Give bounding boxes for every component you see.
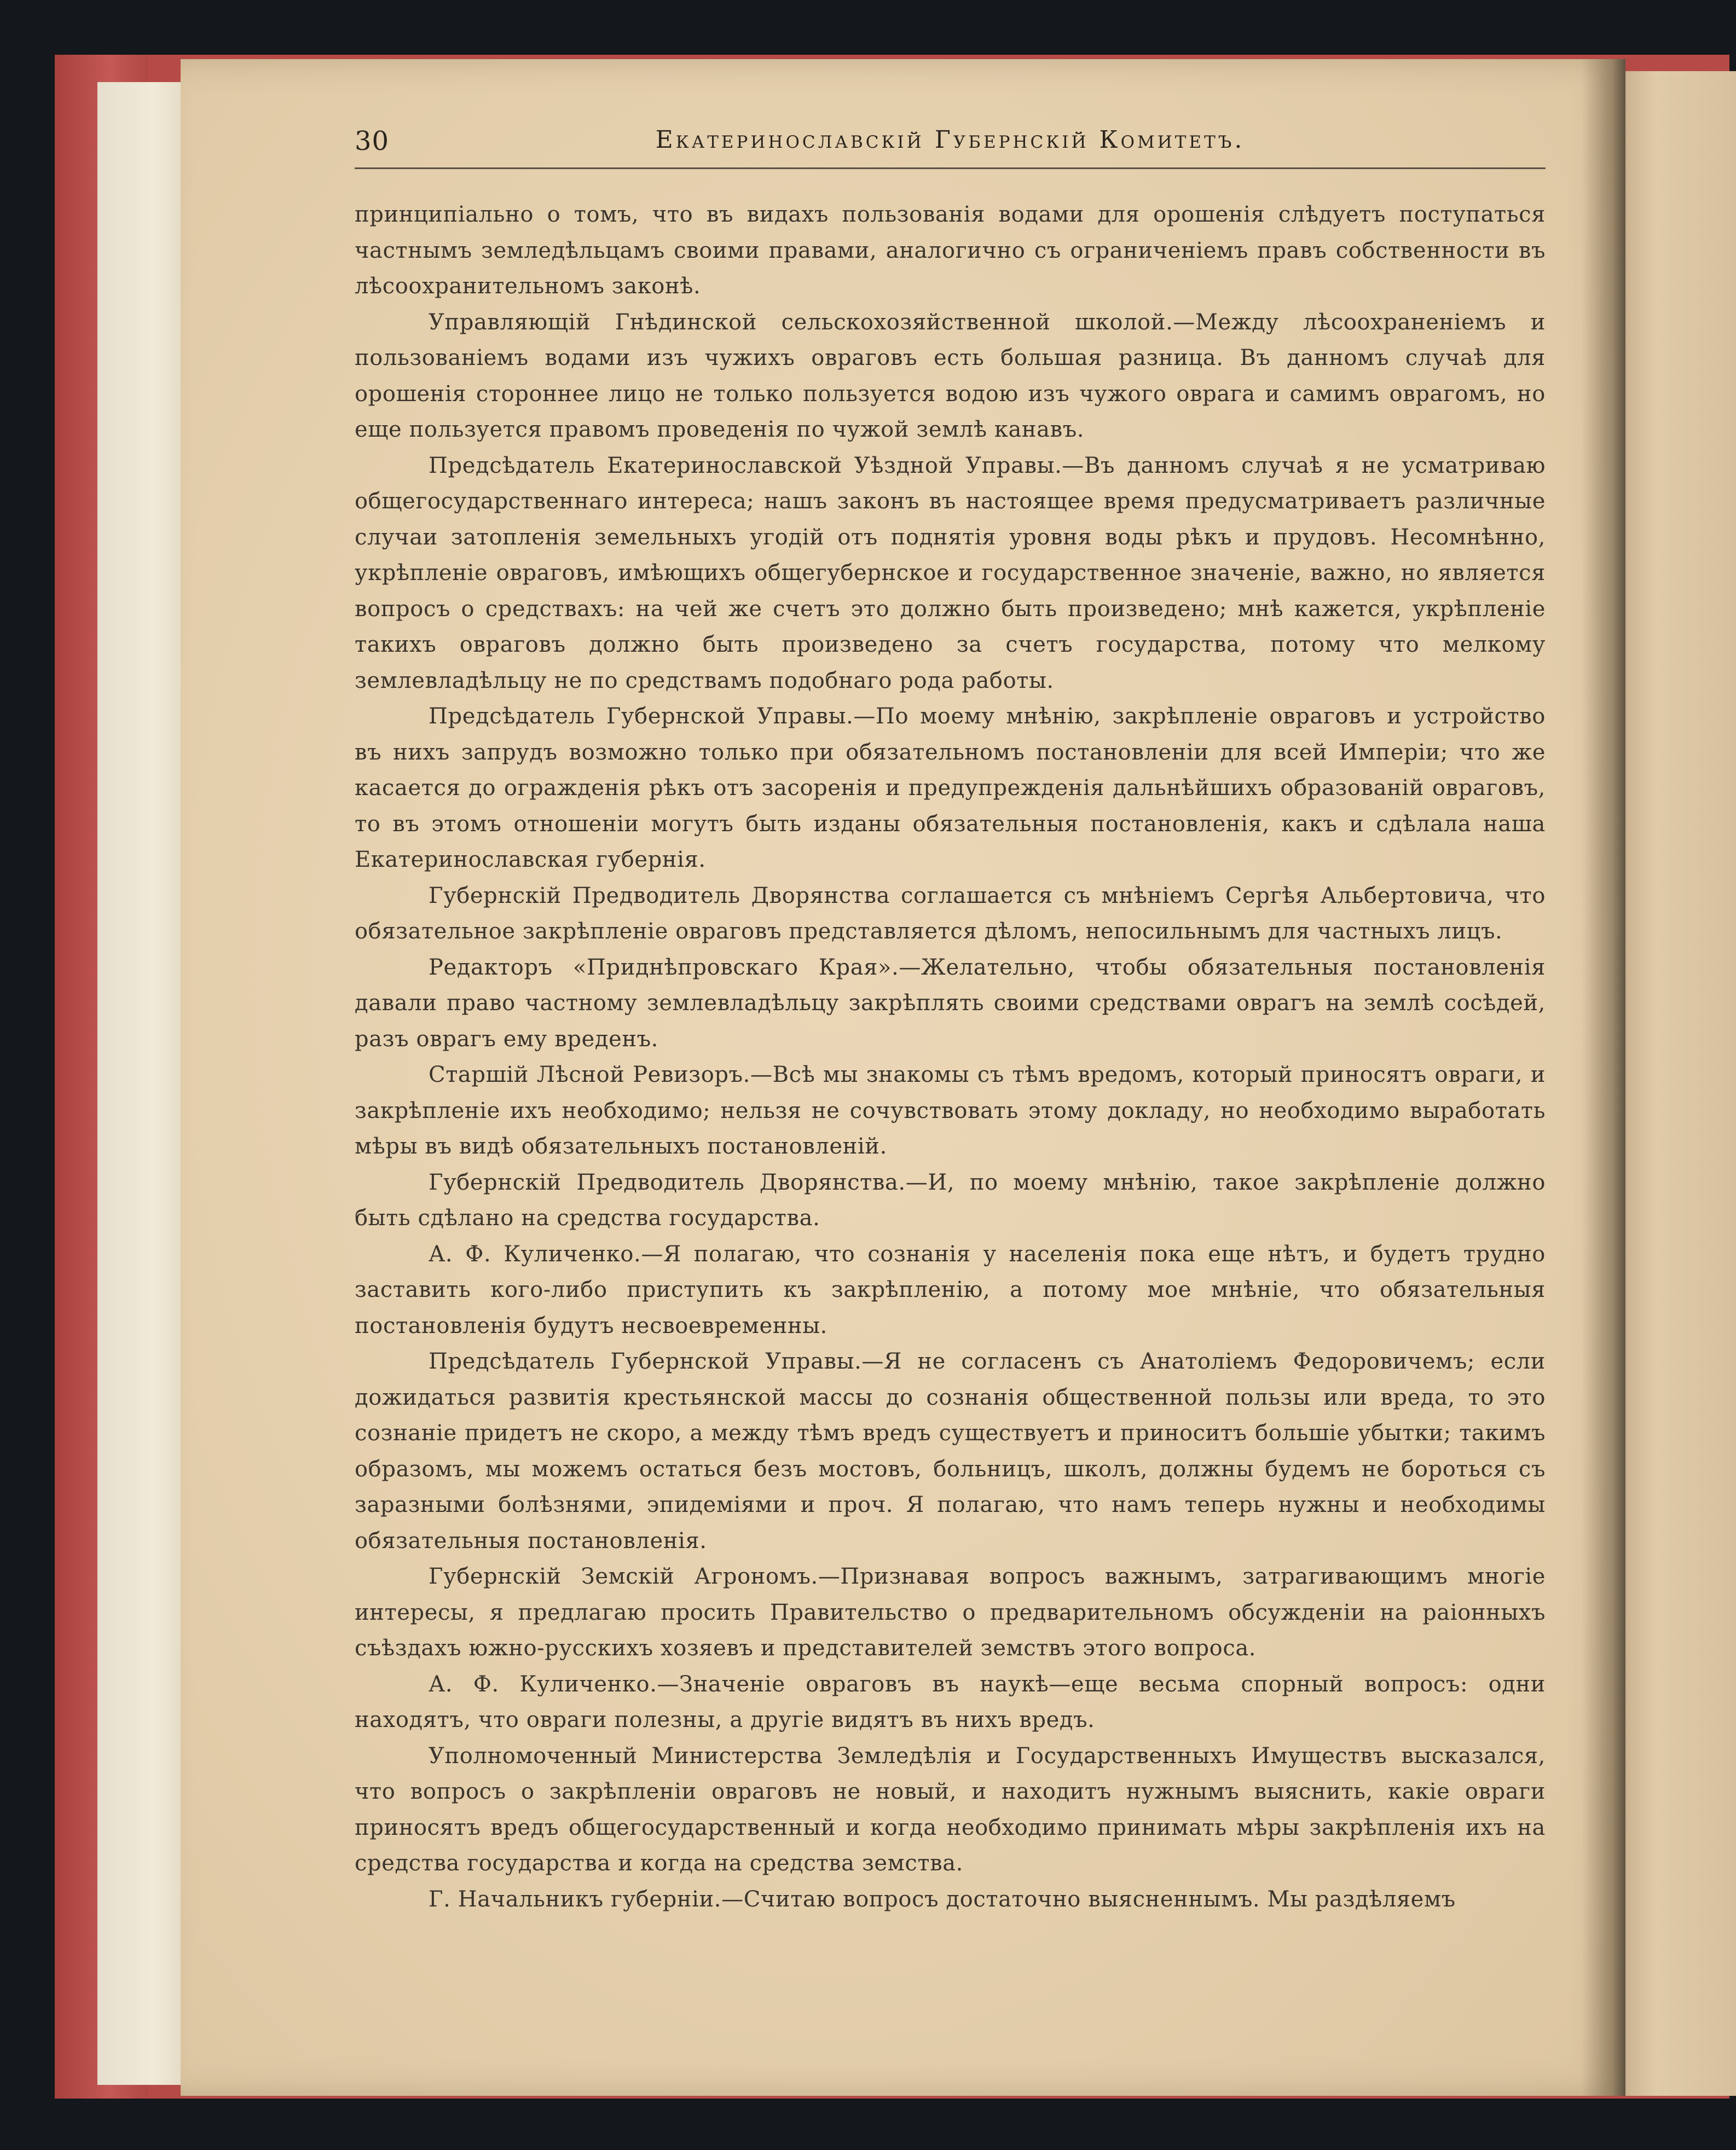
page-gutter-shadow <box>1582 59 1625 2096</box>
page-header <box>355 126 1546 170</box>
paragraph: Г. Начальникъ губерніи.—Считаю вопросъ достаточно выясненнымъ. Мы раздѣляемъ <box>429 1886 1456 1912</box>
paragraph: принципіально о томъ, что въ видахъ пользованія водами для орошенія слѣдуетъ поступаться частнымъ земледѣльцамъ своими правами, аналогично съ ограниченіемъ правъ собственности въ лѣсоохранительномъ законѣ. <box>355 202 1546 299</box>
paragraph: Предсѣдатель Губернской Управы.—Я не согласенъ съ Анатоліемъ Федоровичемъ; если дожидаться развитія крестьянской массы до сознанія общественной пользы или вреда, то это сознаніе придетъ не скоро, а между тѣмъ вредъ существуетъ и приноситъ большіе убытки; такимъ образомъ, мы можемъ остаться безъ мостовъ, больницъ, школъ, должны будемъ не бороться съ заразными болѣзнями, эпидеміями и проч. Я полагаю, что намъ теперь нужны и необходимы обязательныя постановленія. <box>355 1349 1546 1554</box>
paragraph: А. Ф. Куличенко.—Значеніе овраговъ въ наукѣ—еще весьма спорный вопросъ: одни находятъ, что овраги полезны, а другіе видятъ въ нихъ вредъ. <box>355 1671 1546 1732</box>
flyleaf <box>97 82 190 2085</box>
paragraph: Губернскій Предводитель Дворянства.—И, по моему мнѣнію, такое закрѣпленіе должно быть сдѣлано на средства государства. <box>355 1169 1546 1231</box>
paragraph: Предсѣдатель Губернской Управы.—По моему мнѣнію, закрѣпленіе овраговъ и устройство въ нихъ запрудъ возможно только при обязательномъ постановленіи для всей Имперіи; что же касается до огражденія рѣкъ отъ засоренія и предупрежденія дальнѣйшихъ образованій овраговъ, то въ этомъ отношеніи могутъ быть изданы обязательныя постановленія, какъ и сдѣлала наша Екатеринославская губернія. <box>355 704 1546 872</box>
paragraph: Управляющій Гнѣдинской сельскохозяйственной школой.—Между лѣсоохраненіемъ и пользованіемъ водами изъ чужихъ овраговъ есть большая разница. Въ данномъ случаѣ для орошенія стороннее лицо не только пользуется водою изъ чужого оврага и самимъ оврагомъ, но еще пользуется правомъ проведенія по чужой землѣ канавъ. <box>355 309 1546 442</box>
paragraph: Губернскій Предводитель Дворянства соглашается съ мнѣніемъ Сергѣя Альбертовича, что обязательное закрѣпленіе овраговъ представляется дѣломъ, непосильнымъ для частныхъ лицъ. <box>355 883 1546 944</box>
paragraph: Предсѣдатель Екатеринославской Уѣздной Управы.—Въ данномъ случаѣ я не усматриваю общегосударственнаго интереса; нашъ законъ въ настоящее время предусматриваетъ различные случаи затопленія земельныхъ угодій отъ поднятія уровня воды рѣкъ и прудовъ. Несомнѣнно, укрѣпленіе овраговъ, имѣющихъ общегубернское и государственное значеніе, важно, но является вопросъ о средствахъ: на чей же счетъ это должно быть произведено; мнѣ кажется, укрѣпленіе такихъ овраговъ должно быть произведено за счетъ государства, потому что мелкому землевладѣльцу не по средствамъ подобнаго рода работы. <box>355 453 1546 693</box>
running-title: Екатеринославскій Губернскій Комитетъ. <box>655 126 1245 154</box>
paragraph: А. Ф. Куличенко.—Я полагаю, что сознанія у населенія пока еще нѣтъ, и будетъ трудно заставить кого-либо приступить къ закрѣпленію, а потому мое мнѣніе, что обязательныя постановленія будутъ несвоевременны. <box>355 1241 1546 1338</box>
paragraph: Редакторъ «Приднѣпровскаго Края».—Желательно, чтобы обязательныя постановленія давали право частному землевладѣльцу закрѣплять своими средствами оврагъ на землѣ сосѣдей, разъ оврагъ ему вреденъ. <box>355 954 1546 1052</box>
paragraph: Губернскій Земскій Агрономъ.—Признавая вопросъ важнымъ, затрагивающимъ многіе интересы, я предлагаю просить Правительство о предварительномъ обсужденіи на раіонныхъ съѣздахъ южно-русскихъ хозяевъ и представителей земствъ этого вопроса. <box>355 1564 1546 1661</box>
paragraph: Уполномоченный Министерства Земледѣлія и Государственныхъ Имуществъ высказался, что вопросъ о закрѣпленіи овраговъ не новый, и находитъ нужнымъ выяснить, какіе овраги приносятъ вредъ общегосударственный и когда необходимо принимать мѣры закрѣпленія ихъ на средства государства и когда на средства земства. <box>355 1743 1546 1876</box>
paragraph: Старшій Лѣсной Ревизоръ.—Всѣ мы знакомы съ тѣмъ вредомъ, который приносятъ овраги, и закрѣпленіе ихъ необходимо; нельзя не сочувствовать этому докладу, но необходимо выработать мѣры въ видѣ обязательныхъ постановленій. <box>355 1062 1546 1159</box>
page-number: 30 <box>355 126 390 157</box>
header-rule <box>355 167 1546 169</box>
page-body <box>355 197 1546 1917</box>
